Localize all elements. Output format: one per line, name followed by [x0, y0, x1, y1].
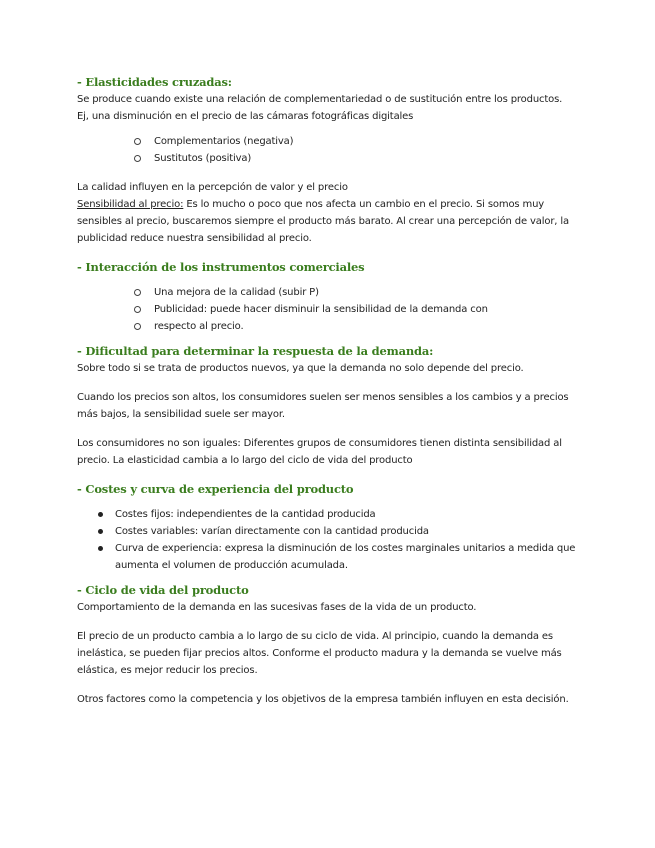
- document-content: [77, 74, 577, 708]
- paragraph: Cuando los precios son altos, los consumidores suelen ser menos sensibles a los cambios y a precios: [77, 392, 569, 403]
- paragraph: precio. La elasticidad cambia a lo largo del ciclo de vida del producto: [77, 455, 413, 466]
- circle-list: [77, 284, 577, 335]
- list-item: Costes fijos: independientes de la cantidad producida: [77, 506, 577, 523]
- disc-bullet-icon: [98, 529, 103, 534]
- circle-bullet-icon: [134, 289, 141, 296]
- heading-dificultad-respuesta: - Dificultad para determinar la respuesta de la demanda:: [77, 344, 434, 358]
- heading-costes-curva: - Costes y curva de experiencia del producto: [77, 482, 354, 496]
- heading-elasticidades-cruzadas: - Elasticidades cruzadas:: [77, 75, 232, 89]
- paragraph-sensibilidad: Sensibilidad al precio: Es lo mucho o poco que nos afecta un cambio en el precio. Si somos muy: [77, 199, 545, 210]
- circle-bullet-icon: [134, 306, 141, 313]
- paragraph: Los consumidores no son iguales: Diferentes grupos de consumidores tienen distinta sensibilidad al: [77, 438, 562, 449]
- heading-interaccion-instrumentos: - Interacción de los instrumentos comerciales: [77, 260, 365, 274]
- paragraph: publicidad reduce nuestra sensibilidad al precio.: [77, 233, 312, 244]
- list-item: respecto al precio.: [77, 318, 577, 335]
- paragraph: Se produce cuando existe una relación de complementariedad o de sustitución entre los productos.: [77, 94, 563, 105]
- paragraph: más bajos, la sensibilidad suele ser mayor.: [77, 409, 285, 420]
- disc-bullet-icon: [98, 546, 103, 551]
- heading-ciclo-vida: - Ciclo de vida del producto: [77, 583, 249, 597]
- paragraph: Ej, una disminución en el precio de las cámaras fotográficas digitales: [77, 111, 414, 122]
- underlined-term: Sensibilidad al precio:: [77, 199, 184, 210]
- list-item: Complementarios (negativa): [77, 133, 577, 150]
- paragraph: El precio de un producto cambia a lo largo de su ciclo de vida. Al principio, cuando la demanda es: [77, 631, 553, 642]
- disc-bullet-icon: [98, 512, 103, 517]
- paragraph: Comportamiento de la demanda en las sucesivas fases de la vida de un producto.: [77, 602, 477, 613]
- circle-bullet-icon: [134, 323, 141, 330]
- list-item: Costes variables: varían directamente con la cantidad producida: [77, 523, 577, 540]
- circle-list: [77, 133, 577, 167]
- paragraph: elástica, es mejor reducir los precios.: [77, 665, 258, 676]
- paragraph: Sobre todo si se trata de productos nuevos, ya que la demanda no solo depende del precio.: [77, 363, 524, 374]
- paragraph: sensibles al precio, buscaremos siempre el producto más barato. Al crear una percepción de valor, la: [77, 216, 569, 227]
- paragraph: Otros factores como la competencia y los objetivos de la empresa también influyen en esta decisión.: [77, 694, 569, 705]
- circle-bullet-icon: [134, 155, 141, 162]
- disc-list: [77, 506, 577, 574]
- circle-bullet-icon: [134, 138, 141, 145]
- list-item: Publicidad: puede hacer disminuir la sensibilidad de la demanda con: [77, 301, 577, 318]
- paragraph: La calidad influyen en la percepción de valor y el precio: [77, 182, 348, 193]
- paragraph: inelástica, se pueden fijar precios altos. Conforme el producto madura y la demanda se vuelve más: [77, 648, 562, 659]
- list-item: Curva de experiencia: expresa la disminución de los costes marginales unitarios a medida que aumenta el volumen de producción acumulada.: [77, 540, 577, 574]
- list-item: Una mejora de la calidad (subir P): [77, 284, 577, 301]
- list-item: Sustitutos (positiva): [77, 150, 577, 167]
